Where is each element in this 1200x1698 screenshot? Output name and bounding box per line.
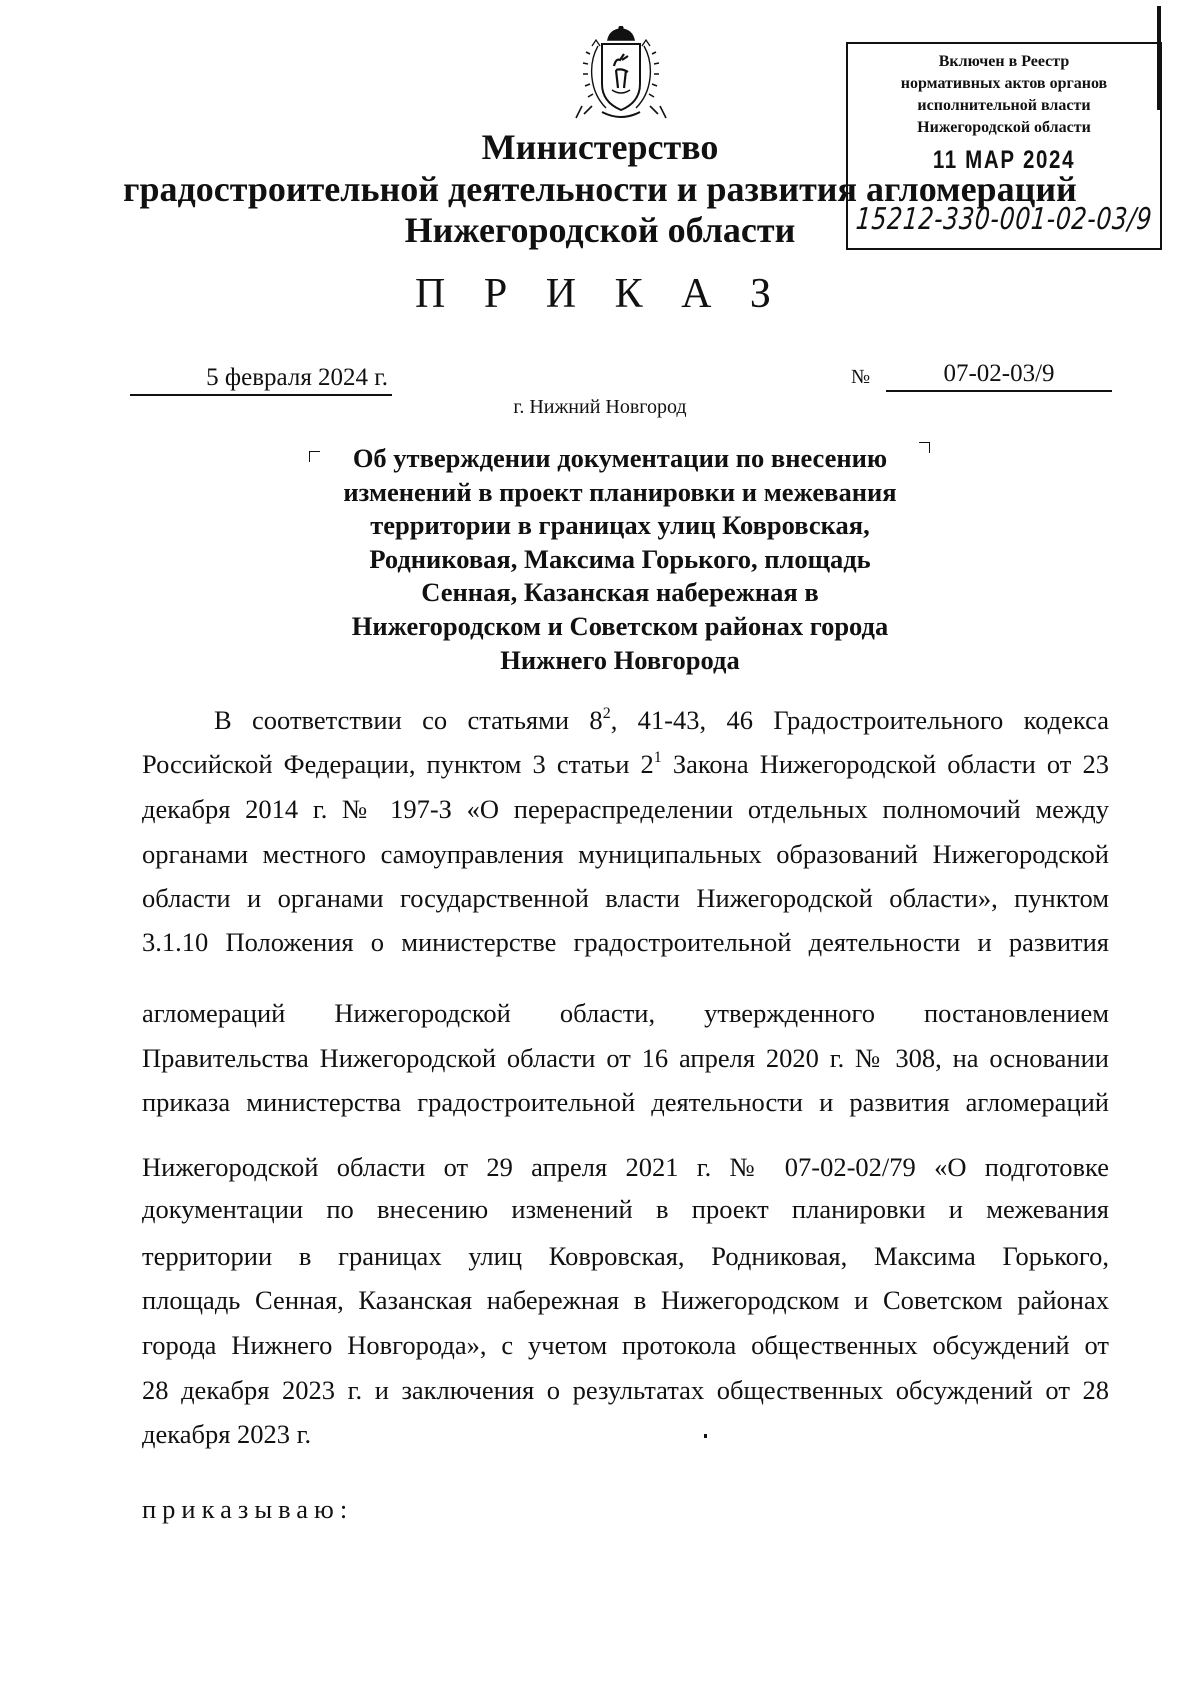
subject-line: территории в границах улиц Ковровская, (370, 510, 870, 541)
subject-left-corner-mark (309, 451, 320, 462)
ministry-name-line: Министерство (481, 127, 719, 167)
subject-line: Сенная, Казанская набережная в (421, 577, 819, 608)
subject-line: Родниковая, Максима Горького, площадь (369, 543, 871, 574)
subject-line: Об утверждении документации по внесению (352, 443, 888, 473)
body-line: Нижегородской области от 29 апреля 2021 г. № 07-02-02/79 «О подготовке (142, 1152, 1109, 1182)
subject-line: изменений в проект планировки и межевания (343, 476, 897, 507)
body-line: органами местного самоуправления муниципальных образований Нижегородской (142, 839, 1109, 869)
stamp-date: 11 МАР 2024 (932, 146, 1076, 174)
body-line: Правительства Нижегородской области от 16 апреля 2020 г. № 308, на основании (142, 1043, 1109, 1073)
order-subject (330, 442, 910, 677)
subject-right-corner-mark (919, 442, 930, 453)
issue-city: г. Нижний Новгород (513, 396, 687, 418)
body-text: Закона Нижегородской области от 23 (661, 749, 1109, 779)
body-line: декабря 2014 г. № 197-З «О перераспределении отдельных полномочий между (142, 794, 1109, 824)
document-type-title: П Р И К А З (415, 271, 785, 317)
body-line: декабря 2023 г. (142, 1419, 312, 1449)
stamp-line: нормативных актов органов (900, 75, 1108, 92)
body-line (142, 747, 1109, 781)
body-text: В соответствии со статьями 8 (214, 705, 603, 735)
body-line: области и органами государственной власти Нижегородской области», пунктом (142, 883, 1109, 913)
order-date: 5 февраля 2024 г. (130, 362, 392, 396)
number-sign: № (851, 366, 871, 388)
ministry-name-line: Нижегородской области (404, 210, 796, 250)
coat-of-arms-icon (572, 26, 670, 126)
ministry-name-line: градостроительной деятельности и развития агломераций (123, 169, 1077, 209)
body-line: приказа министерства градостроительной деятельности и развития агломераций (142, 1087, 1109, 1117)
body-line (214, 703, 1109, 737)
body-line: 3.1.10 Положения о министерстве градостроительной деятельности и развития (142, 927, 1109, 957)
stamp-line: Включен в Реестр (938, 53, 1070, 70)
body-line: территории в границах улиц Ковровская, Родниковая, Максима Горького, (142, 1241, 1109, 1271)
subject-line: Нижнего Новгорода (500, 644, 740, 675)
body-text: Российской Федерации, пунктом 3 статьи 2 (142, 749, 654, 779)
order-number: 07-02-03/9 (886, 358, 1112, 392)
stamp-line: Нижегородской области (917, 119, 1091, 136)
order-word: приказываю: (142, 1494, 354, 1524)
superscript: 2 (602, 705, 611, 722)
scan-speck (704, 1434, 707, 1438)
body-line: города Нижнего Новгорода», с учетом протокола общественных обсуждений от (142, 1330, 1109, 1360)
body-line: агломераций Нижегородской области, утвержденного постановлением (142, 998, 1109, 1028)
stamp-registry-number: 15212-330-001-02-03/9 (854, 202, 1154, 237)
stamp-line: исполнительной власти (917, 97, 1091, 114)
body-line: 28 декабря 2023 г. и заключения о результатах общественных обсуждений от 28 (142, 1375, 1109, 1405)
body-line: документации по внесению изменений в проект планировки и межевания (142, 1194, 1109, 1224)
superscript: 1 (653, 749, 662, 766)
body-text: , 41-43, 46 Градостроительного кодекса (610, 705, 1109, 735)
subject-line: Нижегородском и Советском районах города (351, 610, 889, 641)
body-line: площадь Сенная, Казанская набережная в Нижегородском и Советском районах (142, 1285, 1109, 1315)
